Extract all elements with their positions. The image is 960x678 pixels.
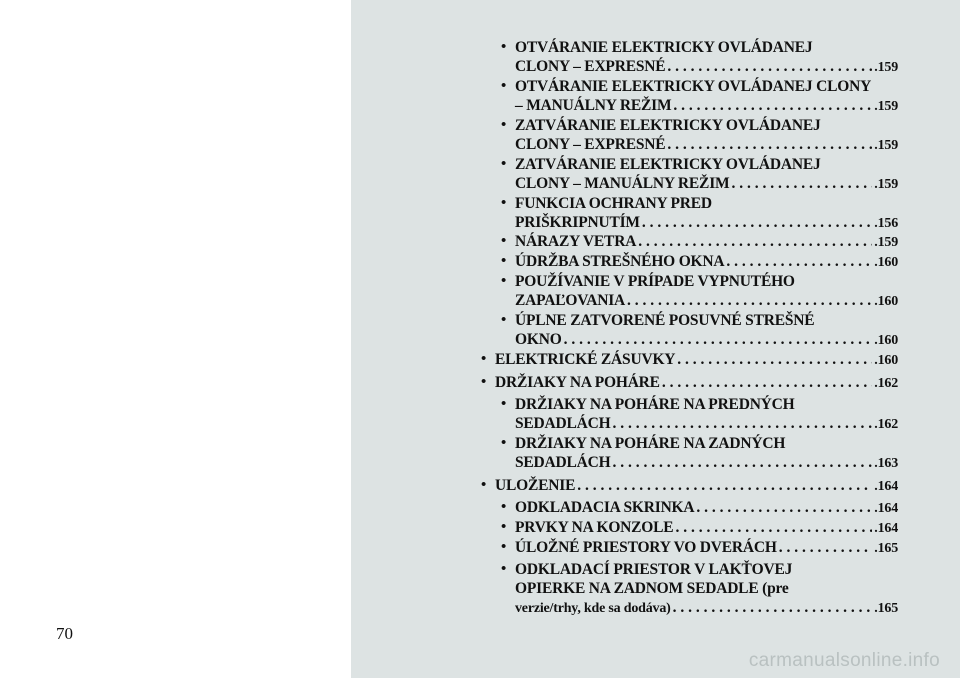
bullet-icon: • xyxy=(501,273,507,289)
toc-entry-line: FUNKCIA OCHRANY PRED xyxy=(515,195,712,212)
toc-entry-text xyxy=(515,395,898,434)
toc-page-number: .162 xyxy=(874,376,898,391)
dot-leader xyxy=(675,518,872,537)
toc-page-number: .160 xyxy=(874,294,898,309)
toc-entry-text xyxy=(515,252,898,272)
toc-entry-line: NÁRAZY VETRA xyxy=(515,233,637,250)
dot-leader xyxy=(677,350,872,369)
toc-entry-text xyxy=(515,116,898,155)
dot-leader xyxy=(613,414,873,433)
bullet-icon: • xyxy=(501,312,507,328)
left-page xyxy=(0,0,351,678)
toc-entry-line: ÚDRŽBA STREŠNÉHO OKNA xyxy=(515,253,725,270)
dot-leader xyxy=(779,538,873,557)
dot-leader xyxy=(673,96,872,115)
toc-entry-line: ÚPLNE ZATVORENÉ POSUVNÉ STREŠNÉ xyxy=(515,312,815,329)
toc-entry-text xyxy=(515,518,898,538)
table-of-contents xyxy=(351,0,960,678)
bullet-icon: • xyxy=(501,396,507,412)
toc-page-number: .159 xyxy=(874,138,898,153)
toc-entry-text xyxy=(495,350,898,370)
dot-leader xyxy=(613,453,873,472)
toc-entry-line: verzie/trhy, kde sa dodáva) xyxy=(515,601,671,616)
bullet-icon: • xyxy=(501,39,507,55)
dot-leader xyxy=(696,498,872,517)
dot-leader xyxy=(673,598,873,617)
toc-entry-line: – MANUÁLNY REŽIM xyxy=(515,97,672,114)
toc-page-number: .160 xyxy=(874,353,898,368)
toc-entry-text xyxy=(515,498,898,518)
bullet-icon: • xyxy=(501,233,507,249)
toc-entry-text xyxy=(515,155,898,194)
toc-page-number: .162 xyxy=(874,417,898,432)
toc-page-number: .159 xyxy=(874,60,898,75)
toc-page-number: .164 xyxy=(874,501,898,516)
toc-entry-text xyxy=(515,434,898,473)
toc-page-number: .163 xyxy=(874,456,898,471)
page-number: 70 xyxy=(56,624,73,643)
bullet-icon: • xyxy=(501,539,507,555)
toc-page-number: .159 xyxy=(874,177,898,192)
toc-page-number: .165 xyxy=(874,601,898,616)
dot-leader xyxy=(638,232,872,251)
toc-page-number: .160 xyxy=(874,333,898,348)
toc-entry-text xyxy=(515,77,898,116)
toc-entry-text xyxy=(495,373,898,393)
bullet-icon: • xyxy=(501,156,507,172)
bullet-icon: • xyxy=(481,477,487,493)
dot-leader xyxy=(667,135,872,154)
toc-entry-line: OTVÁRANIE ELEKTRICKY OVLÁDANEJ CLONY xyxy=(515,78,872,95)
bullet-icon: • xyxy=(501,78,507,94)
toc-page-number: .165 xyxy=(874,541,898,556)
toc-entry-text xyxy=(515,232,898,252)
dot-leader xyxy=(667,57,872,76)
toc-entry-line: POUŽÍVANIE V PRÍPADE VYPNUTÉHO xyxy=(515,273,795,290)
bullet-icon: • xyxy=(501,117,507,133)
toc-entry-text xyxy=(515,538,898,558)
toc-page-number: .164 xyxy=(874,521,898,536)
toc-page-number: .164 xyxy=(874,479,898,494)
toc-entry-line: SEDADLÁCH xyxy=(515,454,611,471)
dot-leader xyxy=(564,330,873,349)
toc-entry-line: SEDADLÁCH xyxy=(515,415,611,432)
toc-entry-text xyxy=(495,476,898,496)
toc-entry-line: CLONY – EXPRESNÉ xyxy=(515,136,666,153)
watermark: carmanualsonline.info xyxy=(748,650,940,671)
toc-entry-line: ULOŽENIE xyxy=(495,477,576,494)
toc-entry-text xyxy=(515,194,898,233)
toc-entry-line: DRŽIAKY NA POHÁRE NA PREDNÝCH xyxy=(515,396,795,413)
toc-entry-text xyxy=(515,560,898,618)
dot-leader xyxy=(642,213,872,232)
toc-entry-text xyxy=(515,311,898,350)
toc-entry-line: OTVÁRANIE ELEKTRICKY OVLÁDANEJ xyxy=(515,39,813,56)
toc-entry-line: ZAPAĽOVANIA xyxy=(515,292,626,309)
toc-entry-line: CLONY – EXPRESNÉ xyxy=(515,58,666,75)
bullet-icon: • xyxy=(501,253,507,269)
dot-leader xyxy=(662,373,872,392)
toc-entry-line: ODKLADACIA SKRINKA xyxy=(515,499,695,516)
toc-entry-text xyxy=(515,272,898,311)
bullet-icon: • xyxy=(501,519,507,535)
bullet-icon: • xyxy=(481,351,487,367)
bullet-icon: • xyxy=(501,561,507,577)
toc-entry-line: PRIŠKRIPNUTÍM xyxy=(515,214,640,231)
toc-entry-line: PRVKY NA KONZOLE xyxy=(515,519,674,536)
toc-page-number: .159 xyxy=(874,99,898,114)
toc-entry-line: ELEKTRICKÉ ZÁSUVKY xyxy=(495,351,676,368)
bullet-icon: • xyxy=(501,499,507,515)
toc-page-number: .160 xyxy=(874,255,898,270)
dot-leader xyxy=(726,252,872,271)
toc-entry-line: OKNO xyxy=(515,331,562,348)
bullet-icon: • xyxy=(481,374,487,390)
toc-entry-text xyxy=(515,38,898,77)
bullet-icon: • xyxy=(501,435,507,451)
toc-entry-line: ODKLADACÍ PRIESTOR V LAKŤOVEJ xyxy=(515,561,793,578)
toc-entry-line: ZATVÁRANIE ELEKTRICKY OVLÁDANEJ xyxy=(515,156,821,173)
toc-entry-line: ZATVÁRANIE ELEKTRICKY OVLÁDANEJ xyxy=(515,117,821,134)
toc-entry-line: OPIERKE NA ZADNOM SEDADLE (pre xyxy=(515,580,789,597)
dot-leader xyxy=(731,174,872,193)
toc-page-number: .159 xyxy=(874,235,898,250)
toc-entry-line: DRŽIAKY NA POHÁRE NA ZADNÝCH xyxy=(515,435,786,452)
bullet-icon: • xyxy=(501,195,507,211)
dot-leader xyxy=(627,291,872,310)
right-page xyxy=(351,0,960,678)
toc-entry-line: ÚLOŽNÉ PRIESTORY VO DVERÁCH xyxy=(515,539,777,556)
toc-entry-line: DRŽIAKY NA POHÁRE xyxy=(495,374,660,391)
toc-entry-line: CLONY – MANUÁLNY REŽIM xyxy=(515,175,730,192)
toc-page-number: .156 xyxy=(874,216,898,231)
dot-leader xyxy=(577,476,872,495)
